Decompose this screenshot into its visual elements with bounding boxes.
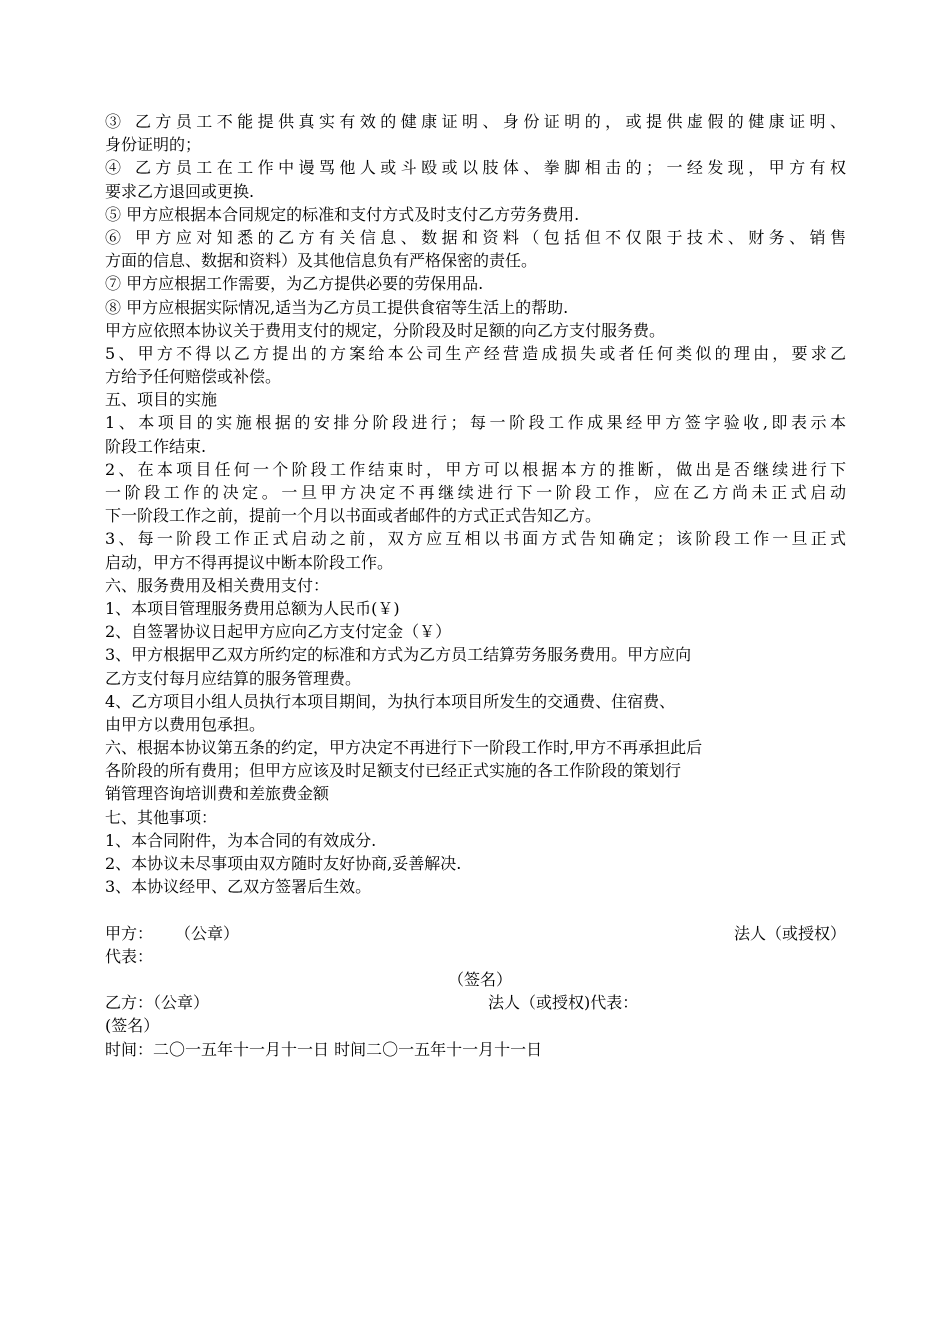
item-5-line-2: 方给予任何赔偿或补偿。 bbox=[105, 367, 282, 387]
party-a-label: 甲方： bbox=[105, 923, 154, 943]
section-7-heading: 七、其他事项： bbox=[105, 807, 218, 827]
contract-page bbox=[105, 110, 846, 1061]
party-a-representative-cont: 代表： bbox=[105, 946, 154, 966]
section-6-item-4-line-2: 由甲方以费用包承担。 bbox=[105, 714, 266, 734]
section-5-item-2-line-3: 下一阶段工作之前，提前一个月以书面或者邮件的方式正式告知乙方。 bbox=[105, 506, 602, 526]
section-6-item-1: 1、本项目管理服务费用总额为人民币(￥) bbox=[105, 598, 400, 618]
clause-4-line-1: ④ 乙方员工在工作中谩骂他人或斗殴或以肢体、拳脚相击的；一经发现，甲方有权 bbox=[105, 158, 846, 178]
party-a-signature: （签名） bbox=[448, 969, 513, 989]
party-a-row bbox=[105, 922, 846, 945]
section-7-item-1: 1、本合同附件，为本合同的有效成分. bbox=[105, 830, 377, 850]
section-7-item-2: 2、本协议未尽事项由双方随时友好协商,妥善解决. bbox=[105, 854, 462, 873]
clause-8: ⑧ 甲方应根据实际情况,适当为乙方员工提供食宿等生活上的帮助. bbox=[105, 297, 569, 317]
party-b-signature: (签名） bbox=[105, 1016, 160, 1036]
section-5-item-3-line-2: 启动，甲方不得再提议中断本阶段工作。 bbox=[105, 552, 394, 572]
section-5-item-1-line-2: 阶段工作结束. bbox=[105, 436, 207, 456]
section-6-item-3-line-1: 3、甲方根据甲乙双方所约定的标准和方式为乙方员工结算劳务服务费用。甲方应向 bbox=[105, 645, 692, 665]
party-a-sign-row bbox=[105, 968, 846, 991]
clause-4-line-2: 要求乙方退回或更换. bbox=[105, 181, 255, 201]
section-6-terms-line-2: 各阶段的所有费用；但甲方应该及时足额支付已经正式实施的各工作阶段的策划行 bbox=[105, 761, 682, 781]
clause-5: ⑤ 甲方应根据本合同规定的标准和支付方式及时支付乙方劳务费用. bbox=[105, 204, 580, 224]
clause-3-line-1: ③ 乙方员工不能提供真实有效的健康证明、身份证明的，或提供虚假的健康证明、 bbox=[105, 112, 846, 131]
party-b-representative: 法人（或授权)代表： bbox=[488, 993, 639, 1013]
party-b-label: 乙方：（公章） bbox=[105, 993, 210, 1013]
clause-7: ⑦ 甲方应根据工作需要，为乙方提供必要的劳保用品. bbox=[105, 274, 484, 294]
party-b-row bbox=[105, 991, 846, 1014]
clause-6-line-1: ⑥ 甲方应对知悉的乙方有关信息、数据和资料（包括但不仅限于技术、财务、销售 bbox=[105, 227, 846, 247]
section-5-item-2-line-1: 2、在本项目任何一个阶段工作结束时，甲方可以根据本方的推断，做出是否继续进行下 bbox=[105, 459, 846, 479]
section-5-item-3-line-1: 3、每一阶段工作正式启动之前，双方应互相以书面方式告知确定；该阶段工作一旦正式 bbox=[105, 529, 846, 549]
item-5-line-1: 5、甲方不得以乙方提出的方案给本公司生产经营造成损失或者任何类似的理由，要求乙 bbox=[105, 343, 846, 363]
section-6-heading: 六、服务费用及相关费用支付： bbox=[105, 575, 330, 595]
clause-6-line-2: 方面的信息、数据和资料）及其他信息负有严格保密的责任。 bbox=[105, 251, 538, 271]
section-6-terms-line-1: 六、根据本协议第五条的约定，甲方决定不再进行下一阶段工作时,甲方不再承担此后 bbox=[105, 738, 703, 758]
section-7-item-3: 3、本协议经甲、乙双方签署后生效。 bbox=[105, 877, 372, 897]
clause-3-line-2: 身份证明的； bbox=[105, 135, 202, 155]
section-6-terms-line-3: 销管理咨询培训费和差旅费金额 bbox=[105, 784, 330, 804]
section-5-heading: 五、项目的实施 bbox=[105, 390, 218, 410]
payment-obligation: 甲方应依照本协议关于费用支付的规定，分阶段及时足额的向乙方支付服务费。 bbox=[105, 320, 666, 340]
date-line: 时间：二〇一五年十一月十一日 时间二〇一五年十一月十一日 bbox=[105, 1039, 543, 1059]
section-5-item-1-line-1: 1、本项目的实施根据的安排分阶段进行；每一阶段工作成果经甲方签字验收,即表示本 bbox=[105, 413, 846, 433]
section-5-item-2-line-2: 一阶段工作的决定。一旦甲方决定不再继续进行下一阶段工作，应在乙方尚未正式启动 bbox=[105, 483, 846, 502]
section-6-item-2: 2、自签署协议日起甲方应向乙方支付定金（￥） bbox=[105, 622, 452, 642]
spacer bbox=[105, 898, 846, 921]
section-6-item-4-line-1: 4、乙方项目小组人员执行本项目期间，为执行本项目所发生的交通费、住宿费、 bbox=[105, 691, 676, 711]
party-a-representative: 法人（或授权） bbox=[733, 923, 846, 943]
section-6-item-3-line-2: 乙方支付每月应结算的服务管理费。 bbox=[105, 668, 362, 688]
party-a-seal: （公章） bbox=[175, 923, 240, 943]
